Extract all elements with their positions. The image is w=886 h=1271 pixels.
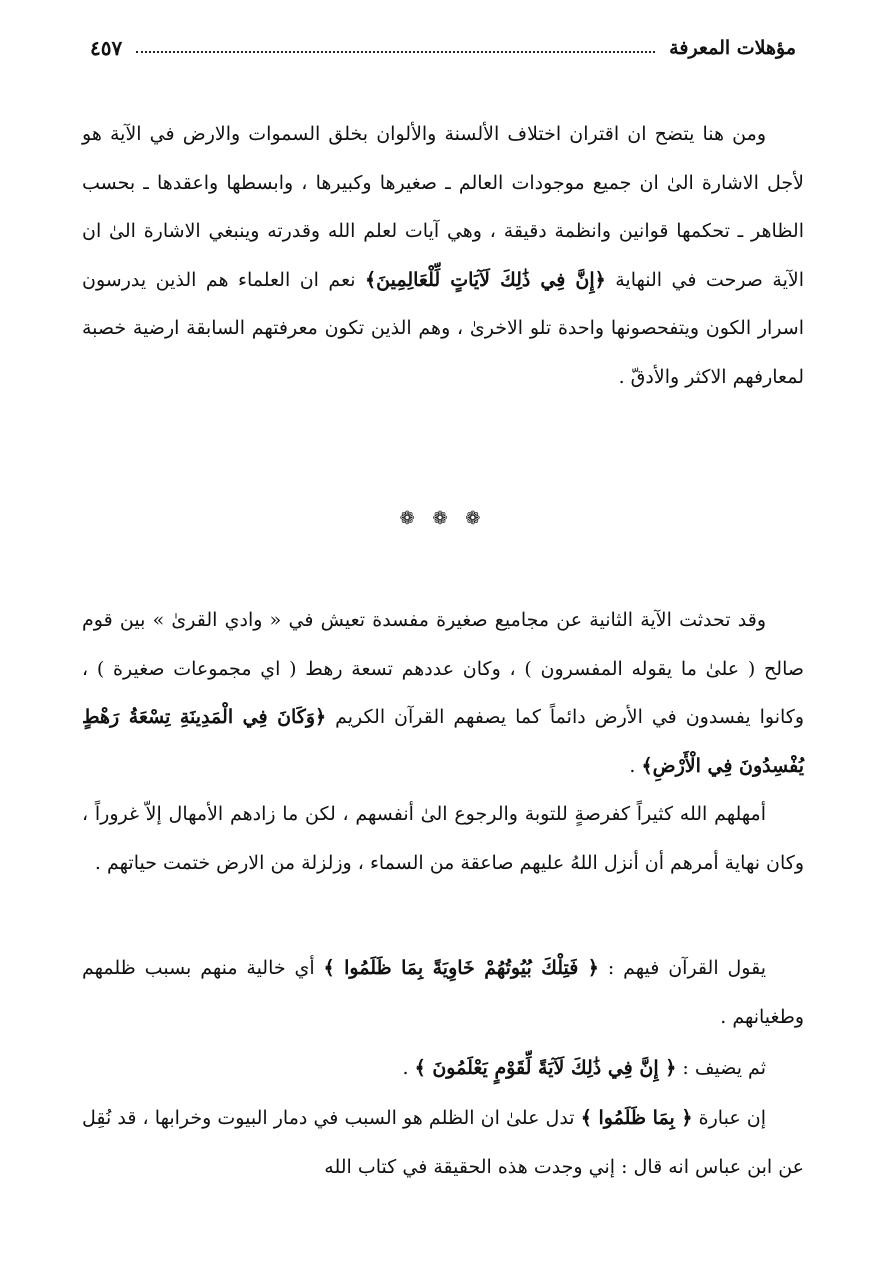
page-header — [90, 28, 796, 68]
paragraph-text: يقول القرآن فيهم : — [607, 957, 767, 979]
page-number: ٤٥٧ — [90, 36, 123, 60]
paragraph-text: إن عبارة — [698, 1107, 766, 1129]
paragraph-text: نعم ان العلماء هم الذين يدرسون اسرار الكون ويتفحصونها واحدة تلو الاخرىٰ ، وهم الذين تكون معرفتهم السابقة ارضية خصبة لمعارفهم الاكثر والأدقّ . — [82, 268, 804, 388]
quran-verse: ﴿ بِمَا ظَلَمُوا ﴾ — [580, 1107, 693, 1129]
paragraph-text: وقد تحدثت الآية الثانية عن مجاميع صغيرة مفسدة تعيش في « وادي القرىٰ » بين قوم صالح ( علىٰ ما يقوله المفسرون ) ، وكان عددهم تسعة رهط ( اي مجموعات صغيرة ) ، وكانوا يفسدون في الأرض دائماً كما يصفهم القرآن الكريم — [82, 609, 805, 729]
paragraph-text: تدل علىٰ ان الظلم هو السبب في دمار البيوت وخرابها ، قد نُقِل عن ابن عباس انه قال : إني وجدت هذه الحقيقة في كتاب الله — [82, 1107, 804, 1178]
section-separator: ❁ ❁ ❁ — [399, 508, 487, 529]
quran-verse: ﴿ إِنَّ فِي ذَٰلِكَ لَآيَةً لِّقَوْمٍ يَعْلَمُونَ ﴾ — [414, 1057, 677, 1079]
paragraph-text: أي خالية منهم بسبب ظلمهم وطغيانهم . — [82, 957, 804, 1028]
paragraph-respite — [82, 790, 804, 887]
quran-verse: ﴿ فَتِلْكَ بُيُوتُهُمْ خَاوِيَةً بِمَا ظَلَمُوا ﴾ — [323, 957, 599, 979]
paragraph-injustice-cause — [82, 1094, 804, 1191]
paragraph-text: . — [629, 754, 636, 777]
paragraph-wadi-alqura — [82, 596, 804, 790]
running-title: مؤهلات المعرفة — [669, 37, 796, 59]
paragraph-text: ومن هنا يتضح ان اقتران اختلاف الألسنة والألوان بخلق السموات والارض في الآية هو لأجل الاشارة الىٰ ان جميع موجودات العالم ـ صغيرها وكبيرها ، وابسطها واعقدها ـ بحسب الظاهر ـ تحكمها قوانين وانظمة دقيقة ، وهي آيات لعلم الله وقدرته وينبغي الاشارة الىٰ ان الآية صرحت في النهاية — [82, 123, 805, 291]
paragraph-empty-houses — [82, 944, 804, 1041]
quran-verse: ﴿وَكَانَ فِي الْمَدِينَةِ تِسْعَةُ رَهْطٍ يُفْسِدُونَ فِي الْأَرْضِ﴾ — [82, 706, 804, 777]
paragraph-text: أمهلهم الله كثيراً كفرصةٍ للتوبة والرجوع الىٰ أنفسهم ، لكن ما زادهم الأمهال إلاّ غروراً ، وكان نهاية أمرهم أن أنزل اللهُ عليهم صاعقة من السماء ، وزلزلة من الارض ختمت حياتهم . — [82, 803, 804, 874]
leader-dots — [136, 51, 655, 53]
paragraph-knowledge-signs — [82, 110, 804, 402]
paragraph-text: ثم يضيف : — [682, 1057, 766, 1079]
paragraph-text: . — [402, 1057, 409, 1079]
quran-verse: ﴿إِنَّ فِي ذَٰلِكَ لَآيَاتٍ لِّلْعَالِمِينَ﴾ — [365, 268, 606, 291]
paragraph-then-adds — [82, 1044, 804, 1093]
